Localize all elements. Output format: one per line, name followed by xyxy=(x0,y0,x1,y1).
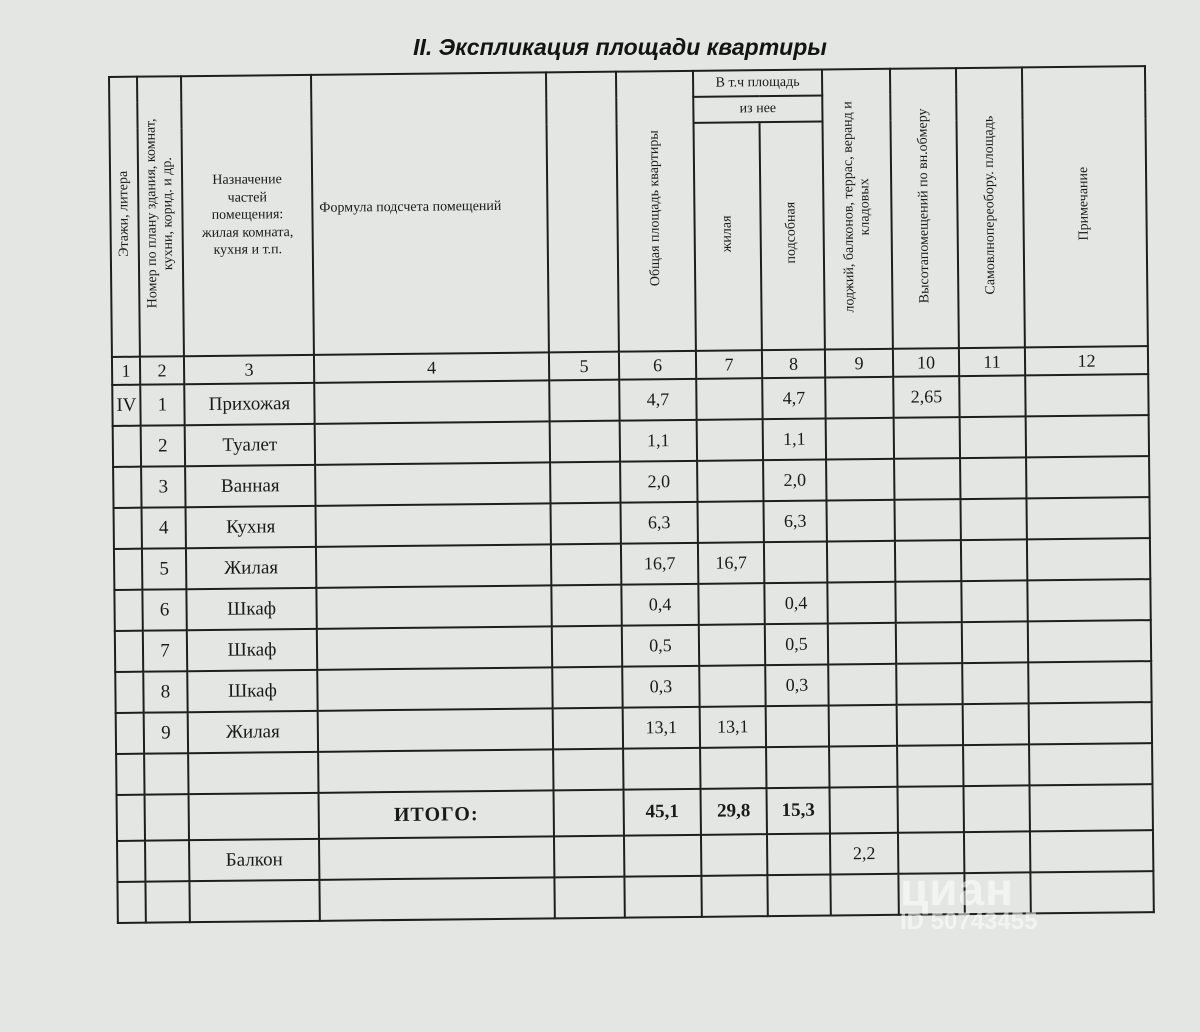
room-number: 5 xyxy=(142,548,186,589)
header-height: Высотапомещений по вн.обмеру xyxy=(915,108,933,304)
header-note: Примечание xyxy=(1076,167,1093,242)
living-area: 13,1 xyxy=(700,706,766,748)
header-total-area: Общая площадь квартиры xyxy=(647,130,664,287)
totals-living-area: 29,8 xyxy=(700,788,766,835)
header-loggias: лоджий, балконов, террас, веранд и кладовых xyxy=(840,100,873,313)
room-height xyxy=(894,458,960,500)
header-col5 xyxy=(546,72,619,353)
living-area xyxy=(697,419,763,461)
total-area: 0,3 xyxy=(622,666,699,708)
floor-cell xyxy=(114,590,142,631)
aux-area: 0,4 xyxy=(764,582,827,624)
room-height xyxy=(894,499,960,541)
totals-aux-area: 15,3 xyxy=(766,787,829,834)
room-height xyxy=(896,622,962,664)
header-auxiliary: подсобная xyxy=(783,202,800,265)
watermark-id: ID 50743455 xyxy=(900,908,1038,935)
totals-label: ИТОГО: xyxy=(319,790,554,838)
aux-area xyxy=(766,705,829,747)
room-height xyxy=(895,540,961,582)
room-height xyxy=(895,581,961,623)
floor-cell xyxy=(114,549,142,590)
room-number: 3 xyxy=(141,466,185,507)
room-number: 1 xyxy=(140,384,184,425)
room-number: 2 xyxy=(141,425,185,466)
room-name: Шкаф xyxy=(186,588,316,630)
living-area xyxy=(699,665,765,707)
floor-cell xyxy=(113,467,141,508)
total-area: 0,5 xyxy=(622,625,699,667)
total-area: 4,7 xyxy=(619,379,696,421)
room-name: Жилая xyxy=(186,547,316,589)
room-name: Ванная xyxy=(185,465,315,507)
total-area: 13,1 xyxy=(623,707,700,749)
room-height xyxy=(897,704,963,746)
explication-table xyxy=(108,65,1153,940)
header-room-number: Номер по плану здания, комнат, кухни, корид. и др. xyxy=(143,118,177,309)
aux-area: 2,0 xyxy=(763,460,826,502)
room-height xyxy=(896,663,962,705)
header-living: жилая xyxy=(719,215,735,253)
room-name: Туалет xyxy=(185,424,315,466)
living-area xyxy=(697,460,763,502)
living-area xyxy=(696,378,762,420)
aux-area xyxy=(764,541,827,583)
room-number: 8 xyxy=(143,671,187,712)
floor-cell xyxy=(115,672,143,713)
header-floor: Этажи, литера xyxy=(115,171,132,258)
floor-cell: IV xyxy=(112,385,140,426)
total-area: 6,3 xyxy=(620,502,697,544)
living-area xyxy=(698,583,764,625)
header-incl-area: В т.ч площадь xyxy=(693,70,822,97)
header-purpose: Назначение частей помещения: жилая комната, кухня и т.п. xyxy=(181,75,314,356)
total-area: 2,0 xyxy=(620,461,697,503)
aux-area: 1,1 xyxy=(763,419,826,461)
room-name: Шкаф xyxy=(187,629,317,671)
total-area: 0,4 xyxy=(621,584,698,626)
living-area xyxy=(697,501,763,543)
header-self-rebuilt: Самовлнопереобору. площадь xyxy=(981,115,999,295)
room-height xyxy=(894,417,960,459)
page-title: II. Экспликация площади квартиры xyxy=(413,34,827,60)
column-numbers-row: 1 2 3 4 5 6 7 8 9 10 11 12 xyxy=(112,346,1148,385)
total-area: 16,7 xyxy=(621,543,698,585)
totals-total-area: 45,1 xyxy=(624,789,701,836)
room-number: 7 xyxy=(143,630,187,671)
balcony-name: Балкон xyxy=(189,839,319,881)
balcony-area: 2,2 xyxy=(830,833,898,875)
header-of-which: из нее xyxy=(693,96,822,123)
floor-cell xyxy=(116,713,144,754)
room-height: 2,65 xyxy=(893,376,959,418)
room-number: 6 xyxy=(142,589,186,630)
aux-area: 6,3 xyxy=(763,500,826,542)
aux-area: 4,7 xyxy=(762,378,825,420)
aux-area: 0,3 xyxy=(765,664,828,706)
room-name: Жилая xyxy=(188,711,318,753)
room-name: Шкаф xyxy=(187,670,317,712)
floor-cell xyxy=(113,426,141,467)
living-area xyxy=(699,624,765,666)
watermark-logo: циан xyxy=(900,863,1014,915)
room-number: 4 xyxy=(142,507,186,548)
header-formula: Формула подсчета помещений xyxy=(311,72,549,354)
floor-cell xyxy=(114,508,142,549)
room-number: 9 xyxy=(144,712,188,753)
watermark xyxy=(900,862,1037,936)
living-area: 16,7 xyxy=(698,542,764,584)
room-name: Кухня xyxy=(186,506,316,548)
room-name: Прихожая xyxy=(184,383,314,425)
total-area: 1,1 xyxy=(620,420,697,462)
aux-area: 0,5 xyxy=(765,623,828,665)
floor-cell xyxy=(115,631,143,672)
